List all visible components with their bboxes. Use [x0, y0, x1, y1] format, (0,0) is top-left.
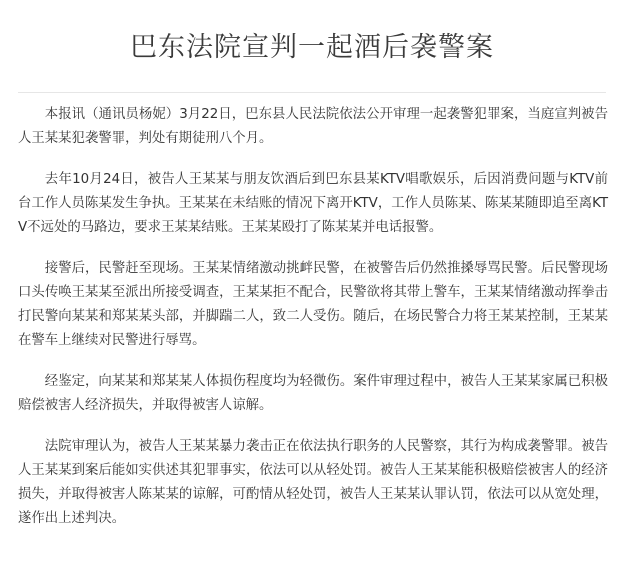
article-paragraph: 去年10月24日，被告人王某某与朋友饮酒后到巴东县某KTV唱歌娱乐，后因消费问题与KTV前台工作人员陈某发生争执。王某某在未结账的情况下离开KTV，工作人员陈某、陈某某随即追至离KTV不远处的马路边，要求王某某结账。王某某殴打了陈某某并电话报警。: [18, 172, 609, 235]
article-paragraph: 本报讯（通讯员杨妮）3月22日，巴东县人民法院依法公开审理一起袭警犯罪案，当庭宣判被告人王某某犯袭警罪，判处有期徒刑八个月。: [18, 107, 608, 146]
article-paragraph: 经鉴定，向某某和郑某某人体损伤程度均为轻微伤。案件审理过程中，被告人王某某家属已积极赔偿被害人经济损失，并取得被害人谅解。: [18, 374, 608, 413]
article-paragraph: 接警后，民警赶至现场。王某某情绪激动挑衅民警，在被警告后仍然推搡辱骂民警。后民警现场口头传唤王某某至派出所接受调查，王某某拒不配合，民警欲将其带上警车，王某某情绪激动挥拳击打民警向某某和郑某某头部，并脚踹二人，致二人受伤。随后，在场民警合力将王某某控制，王某某在警车上继续对民警进行辱骂。: [18, 261, 608, 348]
title-divider: [18, 92, 606, 93]
article-title: 巴东法院宣判一起酒后袭警案: [130, 32, 494, 63]
article-body: [18, 103, 608, 548]
article-paragraph: 法院审理认为，被告人王某某暴力袭击正在依法执行职务的人民警察，其行为构成袭警罪。被告人王某某到案后能如实供述其犯罪事实，依法可以从轻处罚。被告人王某某能积极赔偿被害人的经济损失，并取得被害人陈某某的谅解，可酌情从轻处罚，被告人王某某认罪认罚，依法可以从宽处理，遂作出上述判决。: [18, 439, 608, 526]
